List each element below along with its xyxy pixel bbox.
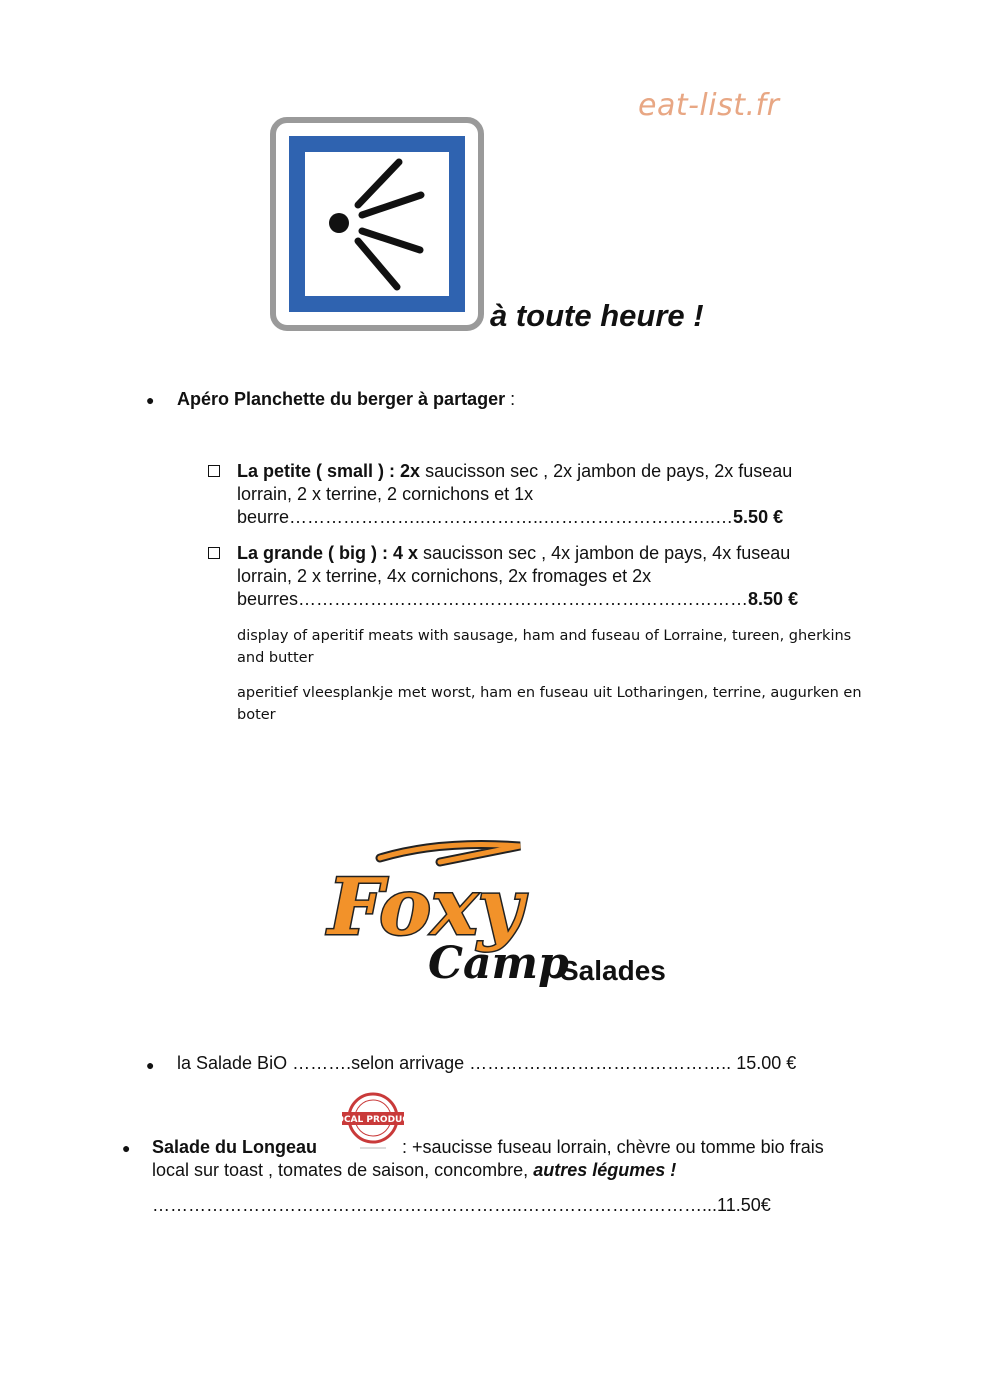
- aperitif-sign-icon: [270, 117, 484, 331]
- apero-heading: à toute heure !: [490, 298, 704, 333]
- menu-item-petite: La petite ( small ) : 2x saucisson sec , 2x jambon de pays, 2x fuseau lorrain, 2 x terrine, 2 cornichons et 1x beurre…………………..………………..………………………..…5.50 €: [237, 461, 793, 527]
- bullet-icon: ●: [146, 1057, 155, 1073]
- menu-item-grande: La grande ( big ) : 4 x saucisson sec , 4x jambon de pays, 4x fuseau lorrain, 2 x terrine, 4x cornichons, 2x fromages et 2x beurres…………………………………………………………………8.50 €: [237, 543, 799, 609]
- logo-text-camp: Camp: [428, 938, 569, 989]
- apero-section-title: Apéro Planchette du berger à partager :: [177, 389, 516, 409]
- logo-text-foxy: Foxy: [328, 862, 523, 953]
- description-nl: aperitief vleesplankje met worst, ham en fuseau uit Lotharingen, terrine, augurken en boter: [237, 685, 862, 723]
- salade-longeau-line2: local sur toast , tomates de saison, concombre, autres légumes !: [152, 1160, 677, 1180]
- price: 15.00 €: [731, 1053, 797, 1073]
- salade-longeau-price-line: ……………………………………………………..…………………………...11.50€: [152, 1195, 771, 1215]
- svg-text:LOCAL PRODUCT: LOCAL PRODUCT: [330, 1115, 416, 1125]
- checkbox-icon: [208, 465, 220, 477]
- checkbox-icon: [208, 547, 220, 559]
- salade-longeau-line1: : +saucisse fuseau lorrain, chèvre ou tomme bio frais: [402, 1137, 824, 1157]
- salades-heading: Salades: [560, 955, 666, 986]
- watermark: eat-list.fr: [638, 88, 780, 123]
- bullet-icon: ●: [122, 1140, 131, 1156]
- menu-item-salade-bio: la Salade BiO ……….selon arrivage …………………………………….. 15.00 €: [177, 1053, 797, 1073]
- bullet-icon: ●: [146, 392, 155, 408]
- description-en: display of aperitif meats with sausage, ham and fuseau of Lorraine, tureen, gherkins and butter: [237, 628, 852, 666]
- price: 5.50 €: [733, 507, 784, 527]
- price: 8.50 €: [748, 589, 799, 609]
- salade-longeau-name: Salade du Longeau: [152, 1137, 318, 1157]
- foxy-camp-logo: [320, 838, 569, 989]
- price: 11.50€: [717, 1195, 771, 1215]
